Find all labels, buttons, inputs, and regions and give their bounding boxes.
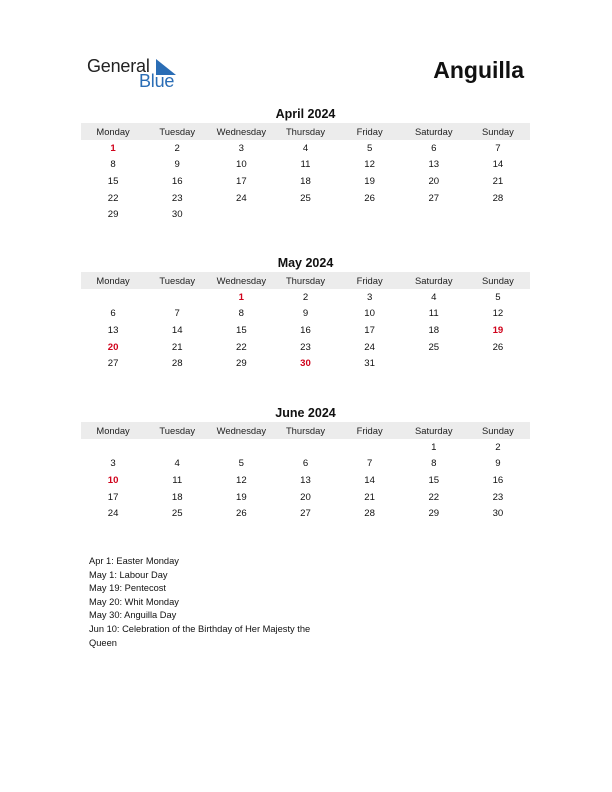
day-cell: 14 (492, 159, 504, 171)
weekday-header (81, 272, 530, 289)
day-cell: 11 (300, 159, 311, 171)
day-cell: 21 (171, 341, 183, 353)
day-cell: 4 (302, 142, 309, 154)
day-cell: 31 (364, 358, 375, 370)
day-cell: 9 (302, 308, 309, 320)
weekday-label: Tuesday (159, 425, 196, 436)
day-cell: 29 (107, 209, 119, 221)
weekday-label: Monday (96, 126, 130, 137)
day-cell: 15 (428, 474, 440, 486)
day-cell: 25 (300, 192, 311, 204)
day-cell: 6 (302, 458, 309, 470)
day-cell: 8 (110, 159, 116, 171)
holiday-day-cell: 19 (492, 324, 504, 336)
holiday-day-cell: 30 (300, 358, 311, 370)
day-cell: 5 (238, 458, 245, 470)
country-title: Anguilla (433, 57, 524, 83)
weekday-label: Sunday (482, 126, 514, 137)
weekday-label: Thursday (285, 275, 326, 286)
day-cell: 28 (364, 508, 375, 520)
weekday-label: Monday (96, 425, 130, 436)
weekday-label: Sunday (482, 425, 514, 436)
weekday-label: Saturday (415, 126, 453, 137)
day-cell: 9 (495, 458, 501, 470)
day-cell: 4 (174, 458, 180, 470)
day-cell: 2 (302, 291, 309, 303)
day-cell: 3 (238, 142, 245, 154)
weekday-label: Monday (96, 275, 130, 286)
holiday-day-cell: 1 (110, 142, 116, 154)
day-cell: 5 (495, 291, 501, 303)
week-row (81, 322, 530, 339)
week-row (81, 140, 530, 157)
week-row (81, 289, 530, 306)
day-cell: 3 (110, 458, 116, 470)
day-cell: 24 (107, 508, 119, 520)
day-cell: 2 (495, 441, 501, 453)
day-cell: 19 (236, 491, 247, 503)
day-cell: 29 (236, 358, 247, 370)
week-row (81, 505, 530, 522)
day-cell: 20 (300, 491, 311, 503)
week-row (81, 489, 530, 506)
week-row (81, 439, 530, 456)
day-cell: 7 (495, 142, 501, 154)
weekday-header (81, 422, 530, 439)
week-row (81, 339, 530, 356)
day-cell: 26 (364, 192, 375, 204)
month-calendar-may (81, 255, 530, 372)
weekday-label: Wednesday (216, 425, 267, 436)
day-cell: 27 (300, 508, 311, 520)
holiday-note: Apr 1: Easter Monday (89, 556, 179, 566)
day-cell: 12 (492, 308, 504, 320)
day-cell: 11 (172, 474, 183, 486)
holiday-note: May 19: Pentecost (89, 583, 166, 594)
holiday-note: May 1: Labour Day (89, 569, 168, 580)
day-cell: 1 (431, 441, 437, 453)
day-cell: 19 (364, 175, 375, 187)
week-row (81, 355, 530, 372)
day-cell: 9 (174, 159, 180, 171)
week-row (81, 206, 530, 223)
day-cell: 25 (428, 341, 440, 353)
day-cell: 8 (431, 458, 437, 470)
day-cell: 8 (238, 308, 245, 320)
day-cell: 7 (174, 308, 180, 320)
week-row (81, 472, 530, 489)
week-row (81, 157, 530, 174)
weekday-label: Saturday (415, 275, 453, 286)
day-cell: 21 (492, 175, 504, 187)
weekday-label: Wednesday (216, 275, 267, 286)
day-cell: 16 (300, 324, 311, 336)
weekday-label: Thursday (285, 126, 326, 137)
day-cell: 18 (428, 324, 440, 336)
day-cell: 15 (107, 175, 119, 187)
month-title: April 2024 (275, 107, 336, 121)
month-calendar-april (81, 106, 530, 223)
day-cell: 30 (492, 508, 504, 520)
month-calendar-june (81, 405, 530, 522)
weekday-label: Saturday (415, 425, 453, 436)
holiday-note: May 30: Anguilla Day (89, 610, 177, 621)
holiday-note: Jun 10: Celebration of the Birthday of Her Majesty the (89, 623, 311, 634)
weekday-label: Sunday (482, 275, 514, 286)
weekday-label: Friday (356, 275, 383, 286)
week-row (81, 306, 530, 323)
holiday-note: May 20: Whit Monday (89, 596, 179, 607)
day-cell: 10 (236, 159, 247, 171)
generalblue-logo (87, 56, 187, 92)
holiday-day-cell: 10 (107, 474, 119, 486)
month-title: June 2024 (275, 406, 336, 420)
day-cell: 26 (236, 508, 247, 520)
month-title: May 2024 (277, 256, 334, 270)
weekday-label: Tuesday (159, 275, 196, 286)
day-cell: 7 (366, 458, 373, 470)
day-cell: 17 (236, 175, 247, 187)
logo-word-blue: Blue (139, 71, 175, 91)
day-cell: 16 (171, 175, 183, 187)
day-cell: 5 (366, 142, 373, 154)
day-cell: 3 (366, 291, 373, 303)
day-cell: 13 (107, 324, 119, 336)
holiday-day-cell: 20 (107, 341, 119, 353)
day-cell: 16 (492, 474, 504, 486)
weekday-label: Friday (356, 126, 383, 137)
day-cell: 12 (364, 159, 375, 171)
day-cell: 24 (236, 192, 247, 204)
day-cell: 6 (110, 308, 116, 320)
weekday-label: Friday (356, 425, 383, 436)
day-cell: 18 (300, 175, 311, 187)
day-cell: 21 (364, 491, 375, 503)
week-row (81, 190, 530, 207)
day-cell: 20 (428, 175, 440, 187)
holiday-notes (89, 555, 359, 650)
week-row (81, 173, 530, 190)
day-cell: 30 (171, 209, 183, 221)
day-cell: 12 (236, 474, 247, 486)
day-cell: 6 (431, 142, 437, 154)
day-cell: 22 (428, 491, 440, 503)
day-cell: 23 (492, 491, 504, 503)
day-cell: 4 (431, 291, 437, 303)
day-cell: 10 (364, 308, 375, 320)
day-cell: 15 (236, 324, 247, 336)
holiday-note: Queen (89, 637, 117, 648)
day-cell: 22 (236, 341, 247, 353)
day-cell: 13 (300, 474, 311, 486)
day-cell: 23 (171, 192, 183, 204)
day-cell: 26 (492, 341, 504, 353)
weekday-label: Wednesday (216, 126, 267, 137)
day-cell: 14 (171, 324, 183, 336)
weekday-label: Tuesday (159, 126, 196, 137)
day-cell: 27 (428, 192, 440, 204)
weekday-header (81, 123, 530, 140)
day-cell: 28 (492, 192, 504, 204)
day-cell: 22 (107, 192, 119, 204)
day-cell: 24 (364, 341, 375, 353)
day-cell: 14 (364, 474, 375, 486)
day-cell: 23 (300, 341, 311, 353)
day-cell: 17 (107, 491, 119, 503)
day-cell: 13 (428, 159, 440, 171)
day-cell: 18 (171, 491, 183, 503)
holiday-day-cell: 1 (238, 291, 245, 303)
day-cell: 29 (428, 508, 440, 520)
day-cell: 27 (107, 358, 119, 370)
logo-word-general: General (87, 56, 150, 76)
day-cell: 25 (171, 508, 183, 520)
day-cell: 2 (174, 142, 180, 154)
week-row (81, 456, 530, 473)
weekday-label: Thursday (285, 425, 326, 436)
day-cell: 17 (364, 324, 375, 336)
day-cell: 11 (428, 308, 439, 320)
day-cell: 28 (171, 358, 183, 370)
